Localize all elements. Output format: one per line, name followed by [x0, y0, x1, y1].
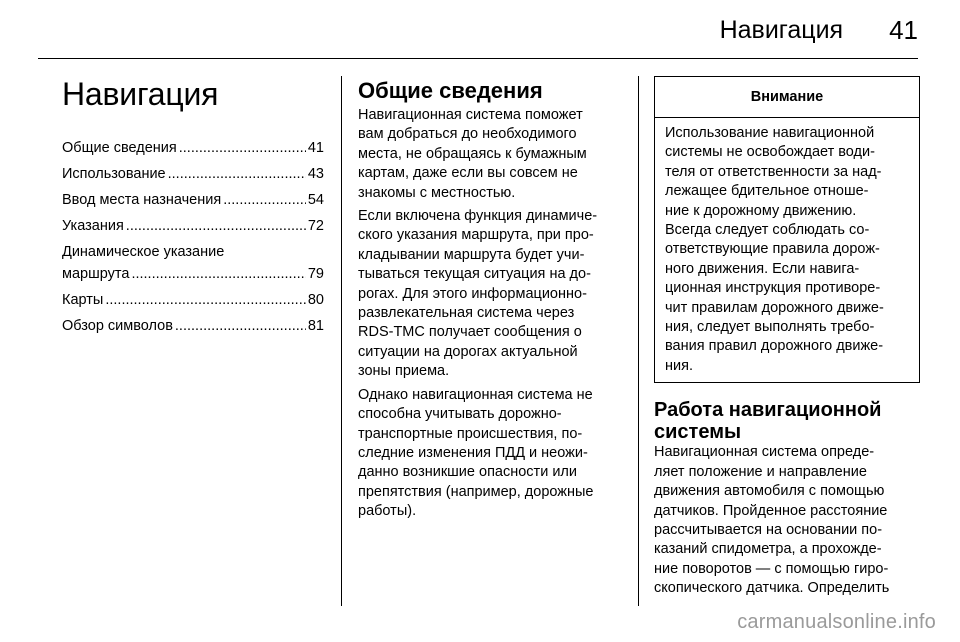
toc-page: 80: [307, 292, 324, 308]
operation-text: Навигационная система опреде- ляет положение и направление движения автомобиля с помощью датчиков. Пройденное расстояние рассчитывается на основании по- казаний спидометра, а прохожде- ние поворотов — с помощью гиро- скопического датчика. Определить: [654, 444, 890, 597]
toc-page: 54: [307, 192, 324, 208]
toc-entry-text: Общие сведения: [62, 140, 177, 156]
toc-page: 79: [307, 266, 324, 282]
toc-item-dynamic-guidance[interactable]: [62, 241, 324, 285]
toc-item-maps[interactable]: [62, 289, 324, 311]
operation-section: [654, 399, 920, 598]
column-divider-2: [638, 76, 639, 606]
warning-text: Использование навигационной системы не освобождает води- теля от ответственности за над- лежащее бдительное отноше- ние к дорожному движению. Всегда следует соблюдать со- ответствующие правила дорож- ного движения. Если навига- ционная инструкция противоре- чит правилам дорожного движе- ния, следует выполнять требо- вания правил дорожного движе- ния.: [665, 125, 884, 374]
chapter-title: Навигация: [62, 76, 219, 112]
watermark-text: carmanualsonline.info: [737, 611, 936, 633]
toc-entry-text: Использование: [62, 166, 166, 182]
toc-item-guidance[interactable]: [62, 215, 324, 237]
toc-item-general[interactable]: [62, 137, 324, 159]
chapter-column: [62, 76, 324, 341]
toc-item-symbols[interactable]: [62, 315, 324, 337]
header-title: Навигация: [719, 15, 844, 44]
operation-title: Работа навигационной системы: [654, 399, 882, 444]
toc-entry-text: Обзор символов: [62, 318, 173, 334]
table-of-contents: [62, 137, 324, 337]
toc-entry-text: Ввод места назначения: [62, 192, 222, 208]
right-column: [654, 76, 920, 603]
section-title: Общие сведения: [358, 78, 543, 103]
warning-title: Внимание: [655, 77, 919, 118]
toc-item-destination[interactable]: [62, 189, 324, 211]
toc-page: 41: [307, 140, 324, 156]
paragraph-dynamic: Если включена функция динамиче- ского указания маршрута, при про- кладывании маршрута будет учи- тываться текущая ситуация на до- рогах. Для этого информационно- развлекательная система через RDS-TMC получает сообщения о ситуации на дорогах актуальной зоны приема.: [358, 208, 598, 380]
paragraph-intro: Навигационная система поможет вам добраться до необходимого места, не обращаясь к бумажным картам, даже если вы совсем не знакомы с местностью.: [358, 107, 587, 201]
paragraph-limitations: Однако навигационная система не способна учитывать дорожно- транспортные происшествия, по- следние изменения ПДД и неожи- данно возникшие опасности или препятствия (например, дорожные работы).: [358, 386, 594, 520]
general-info-column: [358, 78, 624, 526]
warning-box: [654, 76, 920, 383]
toc-page: 43: [307, 166, 324, 182]
toc-item-usage[interactable]: [62, 163, 324, 185]
toc-entry-text: маршрута: [62, 266, 130, 282]
toc-entry-text: Карты: [62, 292, 104, 308]
toc-entry-text: Указания: [62, 218, 124, 234]
page-number: 41: [889, 14, 918, 45]
toc-page: 72: [307, 218, 324, 234]
column-divider-1: [341, 76, 342, 606]
page-header: [720, 10, 918, 50]
header-divider: [38, 58, 918, 59]
toc-page: 81: [307, 318, 324, 334]
toc-entry-text: Динамическое указание: [62, 244, 225, 260]
